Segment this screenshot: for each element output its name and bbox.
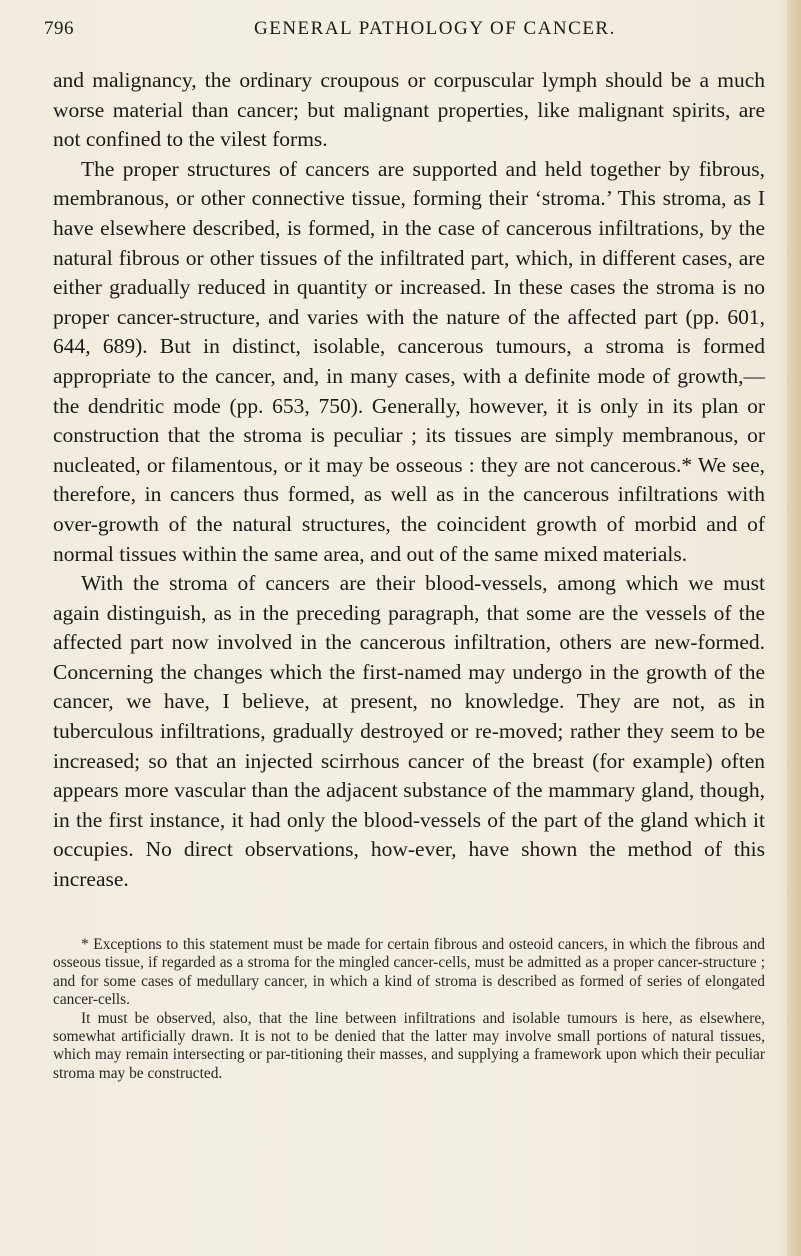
- page-header: [44, 18, 764, 48]
- page-edge: [787, 0, 801, 1256]
- running-head: GENERAL PATHOLOGY OF CANCER.: [254, 18, 616, 39]
- paragraph-stroma: The proper structures of cancers are supported and held together by fibrous, membranous, or other connective tissue, forming their ‘stroma.’ This stroma, as I have elsewhere described, is formed, in the case of cancerous infiltrations, by the natural fibrous or other tissues of the infiltrated part, which, in different cases, are either gradually reduced in quantity or increased. In these cases the stroma is no proper cancer-structure, and varies with the nature of the affected part (pp. 601, 644, 689). But in distinct, isolable, cancerous tumours, a stroma is formed appropriate to the cancer, and, in many cases, with a definite mode of growth,—the dendritic mode (pp. 653, 750). Generally, however, it is only in its plan or construction that the stroma is peculiar ; its tissues are simply membranous, or nucleated, or filamentous, or it may be osseous : they are not cancerous.* We see, therefore, in cancers thus formed, as well as in the cancerous infiltrations with over-growth of the natural structures, the coincident growth of morbid and of normal tissues within the same area, and out of the same mixed materials.: [53, 156, 765, 566]
- body-text: [53, 66, 765, 895]
- footnote: * Exceptions to this statement must be made for certain fibrous and osteoid cancers, in which the fibrous and osseous tissue, if regarded as a stroma for the mingled cancer-cells, must be admitted as a proper cancer-structure ; and for some cases of medullary cancer, in which a kind of stroma is described as formed of series of elongated cancer-cells.: [53, 936, 765, 1009]
- paragraph-continued: and malignancy, the ordinary croupous or corpuscular lymph should be a much worse material than cancer; but malignant properties, like malignant spirits, are not confined to the vilest forms.: [53, 68, 765, 152]
- footnotes: [53, 936, 765, 1083]
- page-number: 796: [44, 18, 74, 39]
- footnote-continuation: It must be observed, also, that the line between infiltrations and isolable tumours is here, as elsewhere, somewhat artificially drawn. It is not to be denied that the latter may involve small portions of natural tissues, which may remain intersecting or par-titioning their masses, and supplying a framework upon which their peculiar stroma may be constructed.: [53, 1009, 765, 1082]
- paragraph-blood-vessels: With the stroma of cancers are their blood-vessels, among which we must again distinguish, as in the preceding paragraph, that some are the vessels of the affected part now involved in the cancerous infiltration, others are new-formed. Concerning the changes which the first-named may undergo in the growth of the cancer, we have, I believe, at present, no knowledge. They are not, as in tuberculous infiltrations, gradually destroyed or re-moved; rather they seem to be increased; so that an injected scirrhous cancer of the breast (for example) often appears more vascular than the adjacent substance of the mammary gland, though, in the first instance, it had only the blood-vessels of the part of the gland which it occupies. No direct observations, how-ever, have shown the method of this increase.: [53, 571, 765, 892]
